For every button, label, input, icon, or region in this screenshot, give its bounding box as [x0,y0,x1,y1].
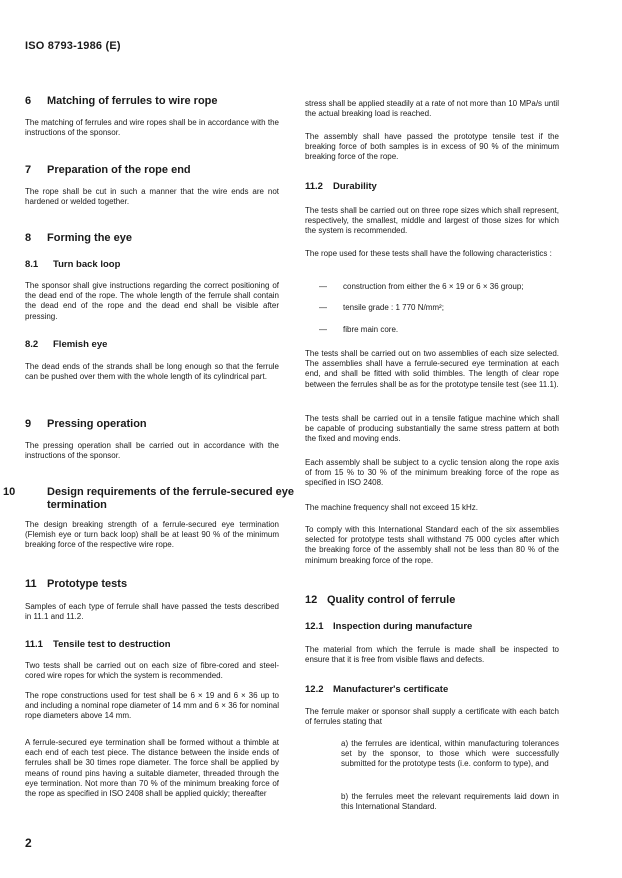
section-8-1-heading: 8.1 Turn back loop [25,259,121,270]
continued-text-2: The assembly shall have passed the prototype tensile test if the breaking force of both samples is in excess of 90 % of the minimum breaking force of the rope. [305,132,559,162]
section-11-2-text-2: The rope used for these tests shall have the following characteristics : [305,249,552,258]
page-header: ISO 8793-1986 (E) [25,40,121,52]
section-8-2-heading: 8.2 Flemish eye [25,339,108,350]
section-11-2-text-7: To comply with this International Standard each of the six assemblies selected for prototype tests shall withstand 75 000 cycles after which the breaking force of the assembly shall not be less than 80 % of the minimum breaking force of the rope. [305,525,559,565]
section-11-2-text-1: The tests shall be carried out on three rope sizes which shall represent, respectively, the smallest, middle and largest of those sizes for which the system is recommended. [305,206,559,236]
continued-text-1: stress shall be applied steadily at a rate of not more than 10 MPa/s until the actual breaking load is reached. [305,99,559,119]
section-12-2-heading: 12.2 Manufacturer's certificate [305,684,449,695]
section-6-text: The matching of ferrules and wire ropes shall be in accordance with the instructions of the sponsor. [25,118,279,138]
section-6-heading: 6 Matching of ferrules to wire rope [25,95,218,107]
list-item-b: b) the ferrules meet the relevant requirements laid down in this International Standard. [341,792,559,812]
section-8-heading: 8 Forming the eye [25,232,132,244]
section-11-2-heading: 11.2 Durability [305,181,377,192]
section-10-heading: 10 Design requirements of the ferrule-secured eye termination [3,486,294,511]
section-11-text: Samples of each type of ferrule shall have passed the tests described in 11.1 and 11.2. [25,602,279,622]
section-8-2-text: The dead ends of the strands shall be long enough so that the ferrule can be pushed over them with the whole length of its cylindrical part. [25,362,279,382]
section-9-text: The pressing operation shall be carried out in accordance with the instructions of the sponsor. [25,441,279,461]
section-11-2-text-6: The machine frequency shall not exceed 15 kHz. [305,503,478,512]
section-11-2-text-5: Each assembly shall be subject to a cyclic tension along the rope axis of from 15 % to 30 % of the minimum breaking force of the rope as specified in ISO 2408. [305,458,559,488]
list-item-a: a) the ferrules are identical, within manufacturing tolerances set by the sponsor, to those which were successfully submitted for the prototype tests (i.e. conform to type), and [341,739,559,769]
section-12-1-text: The material from which the ferrule is made shall be inspected to ensure that it is free from visible flaws and defects. [305,645,559,665]
section-11-2-text-3: The tests shall be carried out on two assemblies of each size selected. The assemblies shall have a ferrule-secured eye termination at each end, and shall be fitted with solid thimbles. The length of clear rope between the ferrules shall be as for the prototype tensile test (see 11.1). [305,349,559,389]
section-11-2-text-4: The tests shall be carried out in a tensile fatigue machine which shall be capable of producing substantially the same stress pattern at both the fixed and moving ends. [305,414,559,444]
section-12-heading: 12 Quality control of ferrule [305,594,456,606]
section-11-heading: 11 Prototype tests [25,578,128,590]
section-11-1-text-1: Two tests shall be carried out on each size of fibre-cored and steel-cored wire ropes for which the system is recommended. [25,661,279,681]
section-12-2-text: The ferrule maker or sponsor shall supply a certificate with each batch of ferrules stating that [305,707,559,727]
section-11-1-text-3: A ferrule-secured eye termination shall be formed without a thimble at each end of each test piece. The distance between the inside ends of ferrules shall be 30 times rope diameter. The force shall be applied by means of round pins having a suitable diameter, threaded through the eye termination. Not more than 70 % of the minimum breaking force of the rope as specified in ISO 2408 shall be applied quickly; thereafter [25,738,279,799]
section-9-heading: 9 Pressing operation [25,418,147,430]
section-7-text: The rope shall be cut in such a manner that the wire ends are not hardened or welded together. [25,187,279,207]
section-12-1-heading: 12.1 Inspection during manufacture [305,621,473,632]
section-11-1-heading: 11.1 Tensile test to destruction [25,639,171,650]
section-11-1-text-2: The rope constructions used for test shall be 6 × 19 and 6 × 36 up to and including a nominal rope diameter of 14 mm and 6 × 36 for nominal rope diameters above 14 mm. [25,691,279,721]
section-10-text: The design breaking strength of a ferrule-secured eye termination (Flemish eye or turn back loop) shall be at least 90 % of the minimum breaking force of the respective wire rope. [25,520,279,550]
page-number: 2 [25,836,32,850]
section-8-1-text: The sponsor shall give instructions regarding the correct positioning of the dead end of the rope. The whole length of the ferrule shall contain the dead end of the rope and the dead end shall be visible after pressing. [25,281,279,321]
section-7-heading: 7 Preparation of the rope end [25,164,191,176]
